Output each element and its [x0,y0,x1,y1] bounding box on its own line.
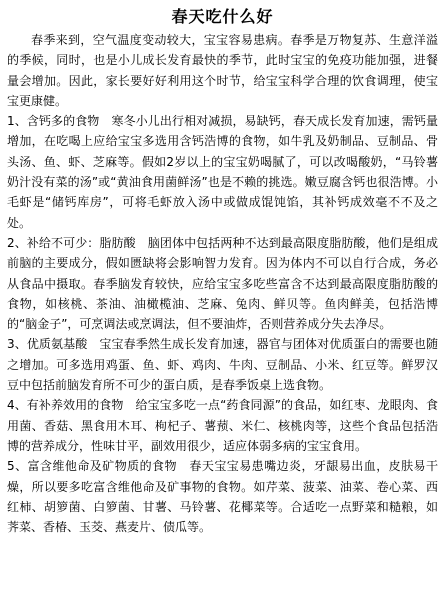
paragraph-intro: 春季来到，空气温度变动较大，宝宝容易患病。春季是万物复苏、生意洋溢的季候，同时，也是小儿成长发育最快的季节，此时宝宝的免疫功能加强，进餐量会增加。因此，家长要好好利用这个时节，给宝宝科学合理的饮食调理，使宝宝更康健。 [7,33,438,108]
paragraph-fatty-acid: 2、补给不可少：脂肪酸 脑团体中包括两种不达到最高限度脂肪酸，他们是组成前脑的主要成分，假如匮缺将会影响智力发育。因为体内不可以自行合成，务必从食品中摄取。春季脑发育较快，应给宝宝多吃些富含不达到最高限度脂肪酸的食物，如核桃、茶油、油橄榄油、芝麻、兔肉、鲜贝等。鱼肉鲜美，包括浩博的“脑金子”，可烹调法或烹调法，但不要油炸，否则营养成分失去净尽。 [7,235,438,332]
paragraph-calcium: 1、含钙多的食物 寒冬小儿出行相对减损，易缺钙，春天成长发育加速，需钙量增加，在吃喝上应给宝宝多选用含钙浩博的食物，如牛乳及奶制品、豆制品、骨头汤、鱼、虾、芝麻等。假如2岁以上的宝宝奶喝腻了，可以改喝酸奶，“马铃薯奶汁没有菜的汤”或“黄油食用菌鲜汤”也是不赖的挑选。嫩豆腐含钙也很浩博。小毛虾是“储钙库房”，可将毛虾放入汤中或做成馄饨馅，其补钙成效毫不不及之处。 [7,114,438,230]
paragraph-tonic-food: 4、有补养效用的食物 给宝宝多吃一点“药食同源”的食品，如红枣、龙眼肉、食用菌、香菇、黑食用木耳、枸杞子、薯蓣、米仁、核桃肉等，这些个食品包括浩博的营养成分，性味甘平，副效用很少，适应体弱多病的宝宝食用。 [7,398,438,453]
document-title: 春天吃什么好 [171,7,274,26]
paragraph-vitamins: 5、富含维他命及矿物质的食物 春天宝宝易患嘴边炎，牙龈易出血，皮肤易干燥，所以要多吃富含维他命及矿事物的食物。如芹菜、菠菜、油菜、卷心菜、西红柿、胡箩菌、白箩菌、甘薯、马铃薯、花椰菜等。合适吃一点野菜和糙粮，如荠菜、香椿、玉茭、燕麦片、债瓜等。 [7,459,438,535]
paragraph-protein: 3、优质氨基酸 宝宝春季然生成长发育加速，器官与团体对优质蛋白的需要也随之增加。可多选用鸡蛋、鱼、虾、鸡肉、牛肉、豆制品、小米、红豆等。鲜罗汉豆中包括前脑发育所不可少的蛋白质，是春季饭桌上选食物。 [7,337,438,393]
